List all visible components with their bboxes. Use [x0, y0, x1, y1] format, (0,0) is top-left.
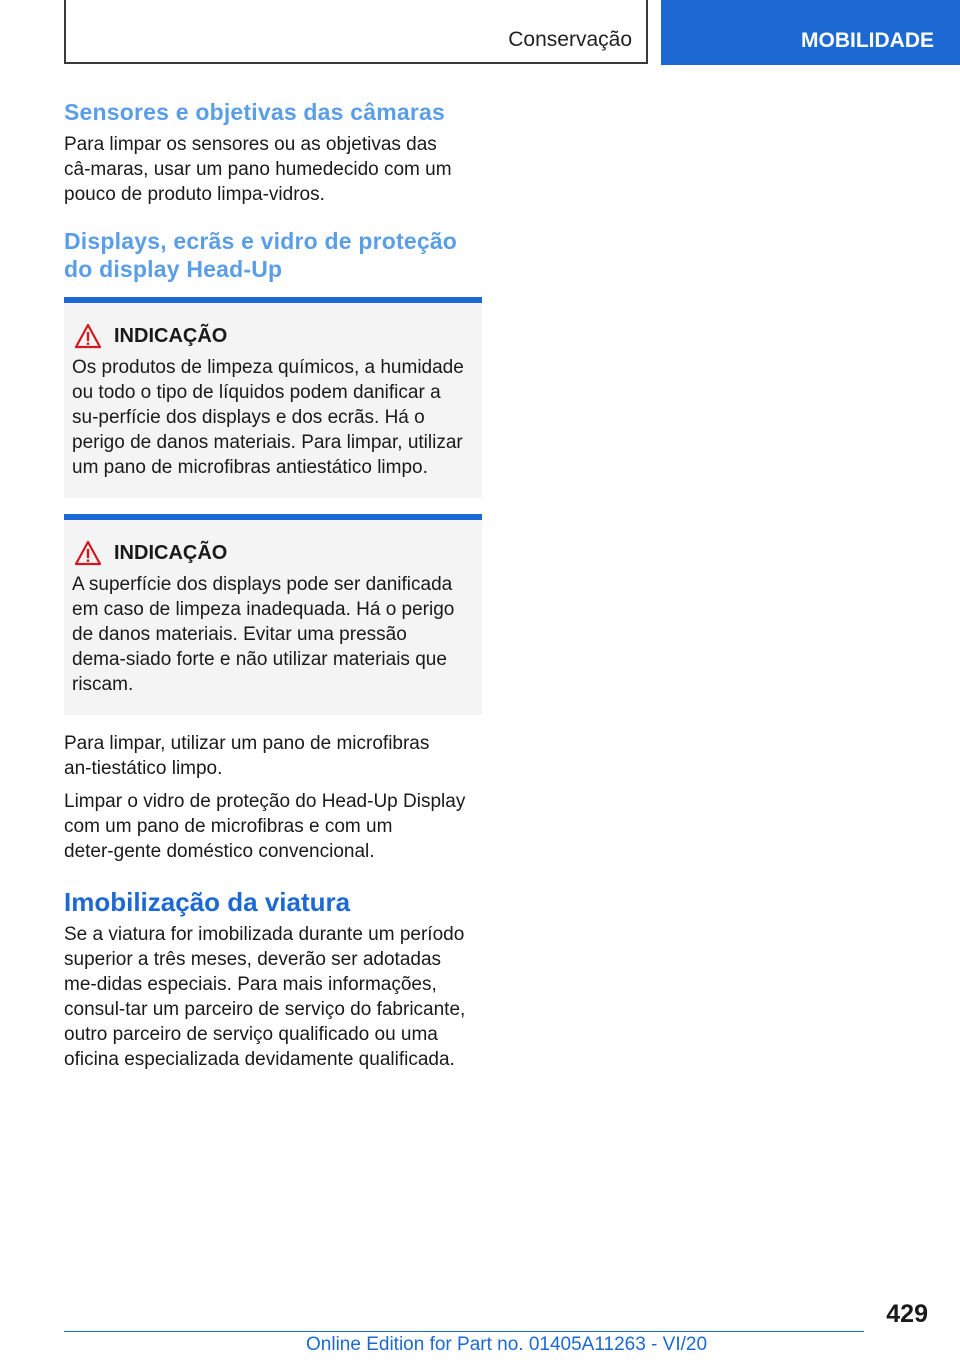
- warning-triangle-icon: [74, 323, 102, 349]
- heading-immobilization: Imobilização da viatura: [64, 887, 351, 917]
- paragraph-headup-glass: Limpar o vidro de proteção do Head‑Up Display com um pano de microfibras e com um deter‑gente doméstico convencional.: [64, 791, 466, 862]
- header-section-title: Conservação: [508, 28, 632, 51]
- warning-title: INDICAÇÃO: [114, 324, 228, 347]
- warning-text: A superfície dos displays pode ser danificada em caso de limpeza inadequada. Há o perigo de danos materiais. Evitar uma pressão dema‑siado forte e não utilizar materiais que riscam.: [72, 574, 455, 695]
- header-chapter-tab[interactable]: MOBILIDADE: [661, 0, 960, 65]
- warning-note: [64, 514, 482, 715]
- warning-title: INDICAÇÃO: [114, 541, 228, 564]
- heading-displays: Displays, ecrãs e vidro de proteção do display Head‑Up: [64, 228, 458, 282]
- page-content: [64, 98, 482, 1080]
- heading-sensors: Sensores e objetivas das câmaras: [64, 99, 446, 125]
- paragraph-cleaning: Para limpar, utilizar um pano de microfibras an‑tiestático limpo.: [64, 733, 430, 779]
- paragraph-immobilization: Se a viatura for imobilizada durante um período superior a três meses, deverão ser adotadas me‑didas especiais. Para mais informações, consul‑tar um parceiro de serviço do fabricante, outro parceiro de serviço qualificado ou uma oficina especializada devidamente qualificada.: [64, 924, 466, 1070]
- warning-text: Os produtos de limpeza químicos, a humidade ou todo o tipo de líquidos podem danificar a su‑perfície dos displays e dos ecrãs. Há o perigo de danos materiais. Para limpar, utilizar um pano de microfibras antiestático limpo.: [72, 357, 464, 478]
- header-box: [64, 0, 648, 64]
- footer-edition-link[interactable]: Online Edition for Part no. 01405A11263 - VI/20: [306, 1334, 708, 1355]
- footer-divider: [64, 1331, 864, 1332]
- warning-triangle-icon: [74, 540, 102, 566]
- paragraph-sensors: Para limpar os sensores ou as objetivas das câ‑maras, usar um pano humedecido com um pouco de produto limpa‑vidros.: [64, 134, 452, 205]
- page-number: 429: [886, 1300, 928, 1328]
- warning-note: [64, 297, 482, 498]
